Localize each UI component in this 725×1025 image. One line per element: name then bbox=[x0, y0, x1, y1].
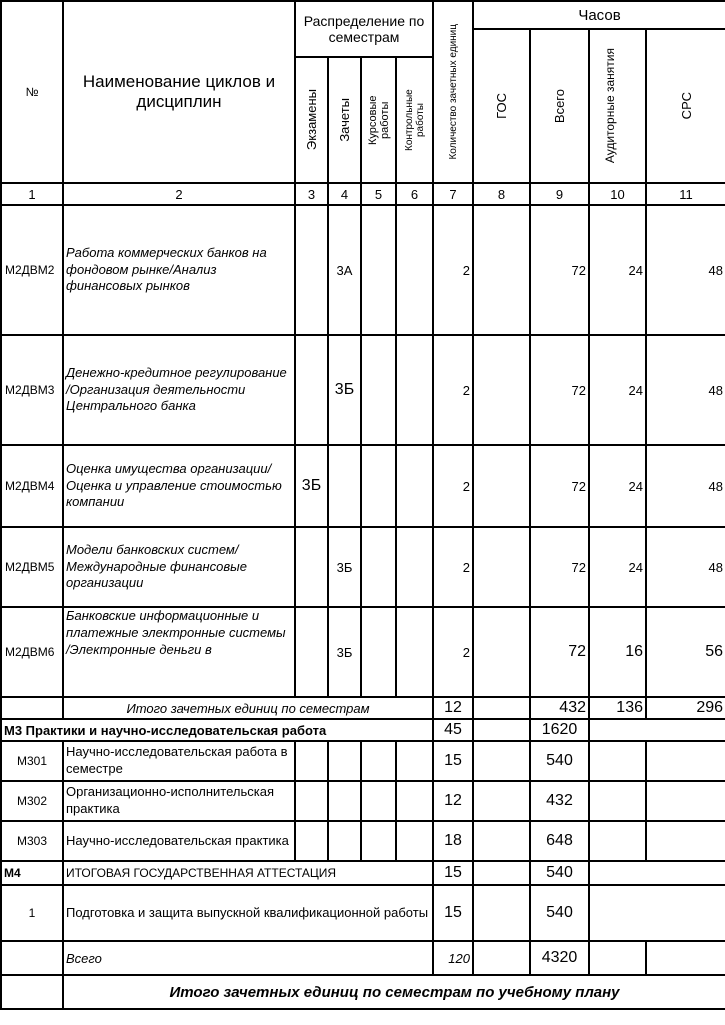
row-exam bbox=[295, 335, 328, 445]
row-credit: 3Б bbox=[328, 335, 361, 445]
col-num: 10 bbox=[589, 183, 646, 205]
subtotal-units: 12 bbox=[433, 697, 473, 719]
row-credit: 3А bbox=[328, 205, 361, 335]
row-name: Подготовка и защита выпускной квалификационной работы bbox=[63, 885, 433, 941]
table-row bbox=[1, 335, 725, 445]
row-aud: 24 bbox=[589, 335, 646, 445]
row-coursework bbox=[361, 781, 396, 821]
row-exam: 3Б bbox=[295, 445, 328, 527]
col-num: 9 bbox=[530, 183, 589, 205]
row-code: М2ДВМ3 bbox=[1, 335, 63, 445]
row-aud bbox=[589, 821, 646, 861]
row-gos bbox=[473, 205, 530, 335]
row-units: 2 bbox=[433, 527, 473, 607]
row-total: 432 bbox=[530, 781, 589, 821]
header-gos: ГОС bbox=[473, 29, 530, 183]
row-exam bbox=[295, 781, 328, 821]
row-coursework bbox=[361, 205, 396, 335]
section-gos bbox=[473, 861, 530, 885]
header-hours: Часов bbox=[473, 1, 725, 29]
header-srs: СРС bbox=[646, 29, 725, 183]
section-total: 1620 bbox=[530, 719, 589, 741]
row-name: Банковские информационные и платежные электронные системы /Электронные деньги в bbox=[63, 607, 295, 697]
row-name: Оценка имущества организации/Оценка и управление стоимостью компании bbox=[63, 445, 295, 527]
row-coursework bbox=[361, 607, 396, 697]
row-aud: 16 bbox=[589, 607, 646, 697]
row-name: Научно-исследовательская практика bbox=[63, 821, 295, 861]
row-gos bbox=[473, 821, 530, 861]
row-credit: 3Б bbox=[328, 527, 361, 607]
subtotal-srs: 296 bbox=[646, 697, 725, 719]
row-coursework bbox=[361, 445, 396, 527]
grand-code bbox=[1, 941, 63, 975]
row-gos bbox=[473, 607, 530, 697]
section-total: 540 bbox=[530, 861, 589, 885]
row-coursework bbox=[361, 335, 396, 445]
row-aud: 24 bbox=[589, 205, 646, 335]
row-gos bbox=[473, 527, 530, 607]
row-srs: 48 bbox=[646, 445, 725, 527]
row-units: 18 bbox=[433, 821, 473, 861]
row-aud: 24 bbox=[589, 445, 646, 527]
row-srs: 48 bbox=[646, 527, 725, 607]
header-distribution: Распределение по семестрам bbox=[295, 1, 433, 57]
header-coursework: Курсовые работы bbox=[361, 57, 396, 183]
row-total: 540 bbox=[530, 885, 589, 941]
col-num: 5 bbox=[361, 183, 396, 205]
row-units: 12 bbox=[433, 781, 473, 821]
row-srs bbox=[646, 741, 725, 781]
row-code: М303 bbox=[1, 821, 63, 861]
row-name: Работа коммерческих банков на фондовом рынке/Анализ финансовых рынков bbox=[63, 205, 295, 335]
row-exam bbox=[295, 205, 328, 335]
col-num: 7 bbox=[433, 183, 473, 205]
row-exam bbox=[295, 821, 328, 861]
row-total: 72 bbox=[530, 205, 589, 335]
section-units: 45 bbox=[433, 719, 473, 741]
row-srs bbox=[646, 821, 725, 861]
row-srs bbox=[646, 781, 725, 821]
header-name: Наименование циклов и дисциплин bbox=[63, 1, 295, 183]
col-num: 4 bbox=[328, 183, 361, 205]
section-units: 15 bbox=[433, 861, 473, 885]
row-units: 2 bbox=[433, 335, 473, 445]
row-credit bbox=[328, 781, 361, 821]
section-row-m3 bbox=[1, 719, 725, 741]
col-num: 1 bbox=[1, 183, 63, 205]
table-row bbox=[1, 607, 725, 697]
subtotal-gos bbox=[473, 697, 530, 719]
row-exam bbox=[295, 741, 328, 781]
row-exam bbox=[295, 527, 328, 607]
footer-label: Итого зачетных единиц по семестрам по учебному плану bbox=[63, 975, 725, 1009]
header-control: Контрольные работы bbox=[396, 57, 433, 183]
col-num: 2 bbox=[63, 183, 295, 205]
col-num: 3 bbox=[295, 183, 328, 205]
row-code: М2ДВМ2 bbox=[1, 205, 63, 335]
section-code: М4 bbox=[1, 861, 63, 885]
grand-gos bbox=[473, 941, 530, 975]
col-num: 6 bbox=[396, 183, 433, 205]
row-control bbox=[396, 781, 433, 821]
row-empty bbox=[589, 885, 725, 941]
row-aud bbox=[589, 781, 646, 821]
grand-units: 120 bbox=[433, 941, 473, 975]
header-total: Всего bbox=[530, 29, 589, 183]
section-empty bbox=[589, 861, 725, 885]
grand-aud bbox=[589, 941, 646, 975]
subtotal-aud: 136 bbox=[589, 697, 646, 719]
row-gos bbox=[473, 741, 530, 781]
subtotal-code bbox=[1, 697, 63, 719]
table-row bbox=[1, 821, 725, 861]
header-credits: Зачеты bbox=[328, 57, 361, 183]
row-credit bbox=[328, 741, 361, 781]
section-empty bbox=[589, 719, 725, 741]
column-numbers-row bbox=[1, 183, 725, 205]
row-aud: 24 bbox=[589, 527, 646, 607]
table-row bbox=[1, 527, 725, 607]
row-coursework bbox=[361, 527, 396, 607]
row-units: 2 bbox=[433, 445, 473, 527]
row-total: 72 bbox=[530, 335, 589, 445]
row-total: 648 bbox=[530, 821, 589, 861]
row-total: 72 bbox=[530, 445, 589, 527]
row-control bbox=[396, 527, 433, 607]
footer-code bbox=[1, 975, 63, 1009]
header-auditorium: Аудиторные занятия bbox=[589, 29, 646, 183]
section-label: ИТОГОВАЯ ГОСУДАРСТВЕННАЯ АТТЕСТАЦИЯ bbox=[63, 861, 433, 885]
row-units: 2 bbox=[433, 607, 473, 697]
row-srs: 48 bbox=[646, 205, 725, 335]
header-num: № bbox=[1, 1, 63, 183]
row-credit bbox=[328, 821, 361, 861]
footer-row bbox=[1, 975, 725, 1009]
row-code: 1 bbox=[1, 885, 63, 941]
table-row bbox=[1, 741, 725, 781]
row-srs: 48 bbox=[646, 335, 725, 445]
subtotal-row bbox=[1, 697, 725, 719]
subtotal-label: Итого зачетных единиц по семестрам bbox=[63, 697, 433, 719]
header-units: Количество зачетных единиц bbox=[433, 1, 473, 183]
row-total: 72 bbox=[530, 527, 589, 607]
row-aud bbox=[589, 741, 646, 781]
row-units: 2 bbox=[433, 205, 473, 335]
row-control bbox=[396, 335, 433, 445]
grand-total-row bbox=[1, 941, 725, 975]
row-control bbox=[396, 607, 433, 697]
row-code: М2ДВМ4 bbox=[1, 445, 63, 527]
row-coursework bbox=[361, 741, 396, 781]
section-gos bbox=[473, 719, 530, 741]
section-label: М3 Практики и научно-исследовательская работа bbox=[1, 719, 433, 741]
row-units: 15 bbox=[433, 885, 473, 941]
row-gos bbox=[473, 885, 530, 941]
table-row bbox=[1, 205, 725, 335]
row-coursework bbox=[361, 821, 396, 861]
header-exams: Экзамены bbox=[295, 57, 328, 183]
row-total: 540 bbox=[530, 741, 589, 781]
row-control bbox=[396, 205, 433, 335]
row-code: М2ДВМ6 bbox=[1, 607, 63, 697]
row-control bbox=[396, 821, 433, 861]
table-row bbox=[1, 885, 725, 941]
row-control bbox=[396, 741, 433, 781]
row-code: М301 bbox=[1, 741, 63, 781]
row-units: 15 bbox=[433, 741, 473, 781]
table-row bbox=[1, 781, 725, 821]
grand-label: Всего bbox=[63, 941, 433, 975]
col-num: 8 bbox=[473, 183, 530, 205]
row-name: Денежно-кредитное регулирование /Организация деятельности Центрального банка bbox=[63, 335, 295, 445]
grand-srs bbox=[646, 941, 725, 975]
row-code: М2ДВМ5 bbox=[1, 527, 63, 607]
row-credit bbox=[328, 445, 361, 527]
row-total: 72 bbox=[530, 607, 589, 697]
row-credit: 3Б bbox=[328, 607, 361, 697]
row-gos bbox=[473, 781, 530, 821]
row-name: Модели банковских систем/ Международные финансовые организации bbox=[63, 527, 295, 607]
subtotal-total: 432 bbox=[530, 697, 589, 719]
row-exam bbox=[295, 607, 328, 697]
table-row bbox=[1, 445, 725, 527]
row-name: Научно-исследовательская работа в семестре bbox=[63, 741, 295, 781]
row-code: М302 bbox=[1, 781, 63, 821]
section-row-m4 bbox=[1, 861, 725, 885]
row-srs: 56 bbox=[646, 607, 725, 697]
col-num: 11 bbox=[646, 183, 725, 205]
row-gos bbox=[473, 335, 530, 445]
row-name: Организационно-исполнительская практика bbox=[63, 781, 295, 821]
grand-total: 4320 bbox=[530, 941, 589, 975]
row-gos bbox=[473, 445, 530, 527]
row-control bbox=[396, 445, 433, 527]
